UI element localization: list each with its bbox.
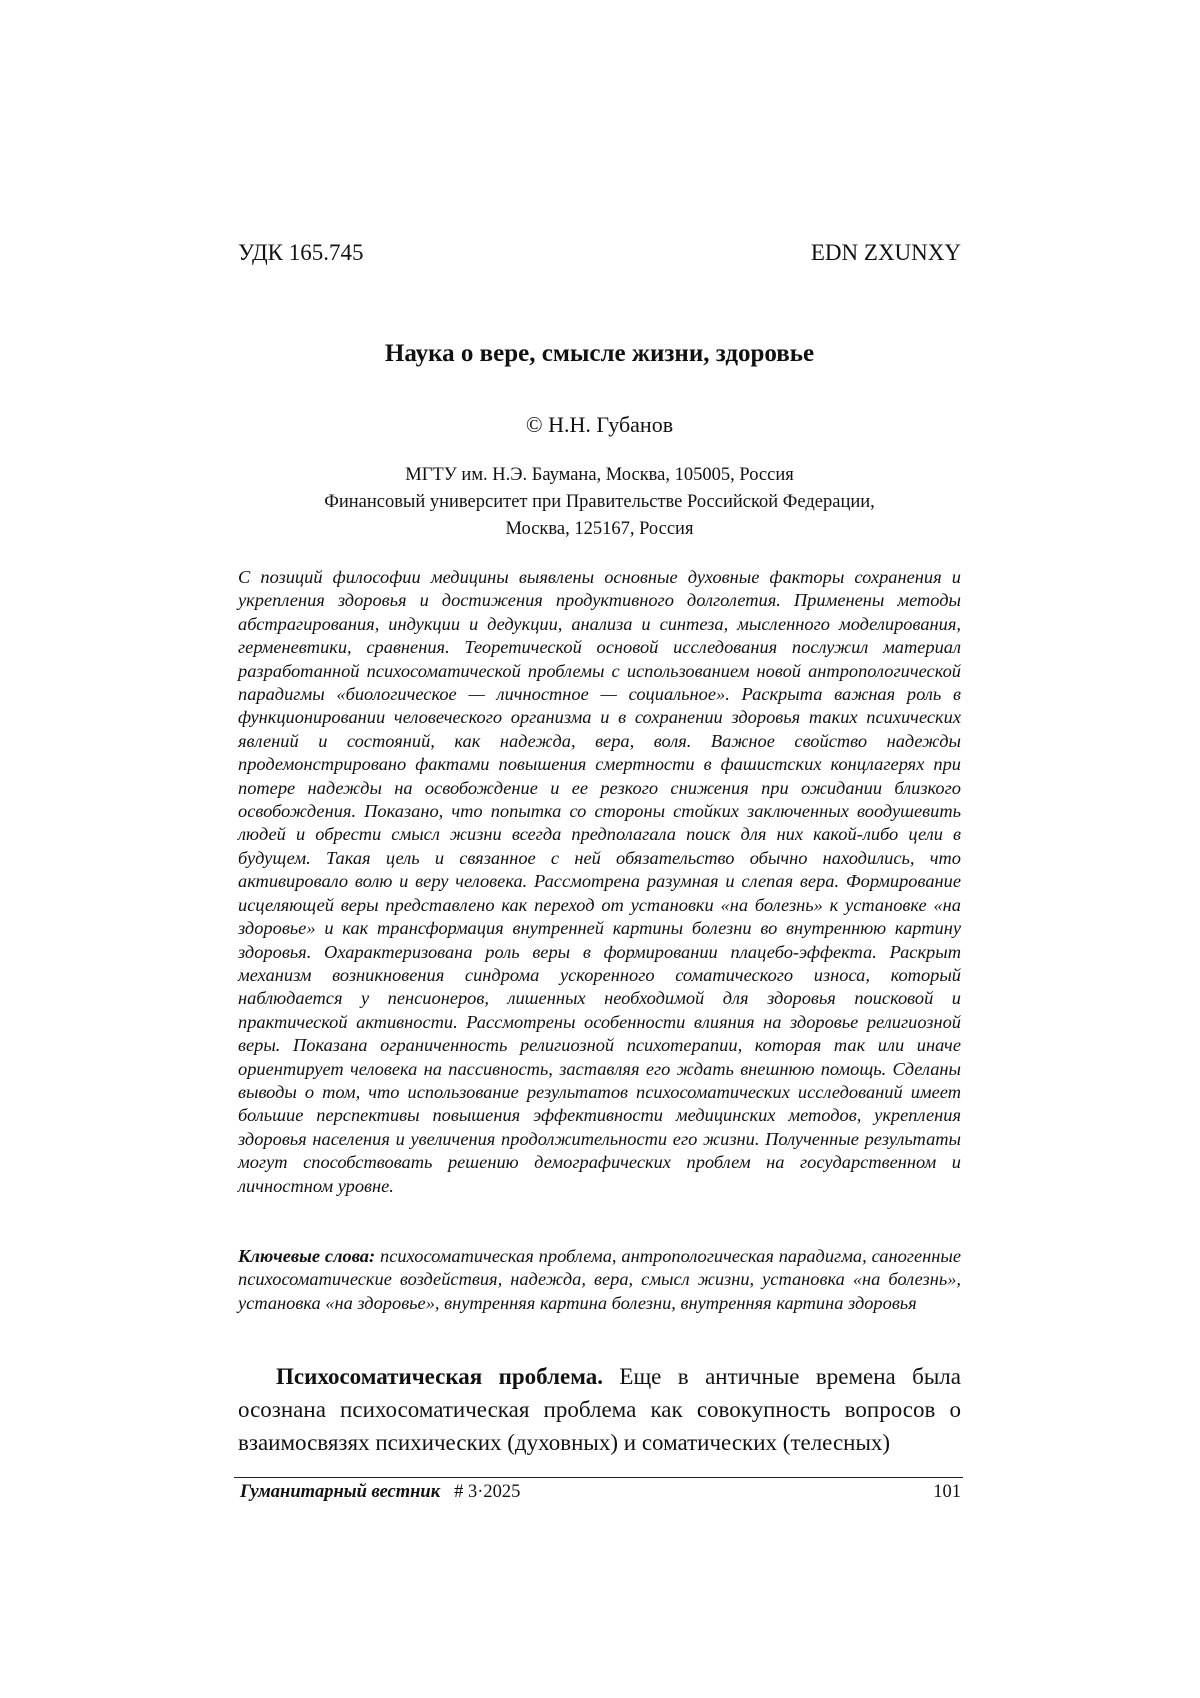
issue-number: # 3·2025	[454, 1482, 521, 1502]
keywords-text: психосоматическая проблема, антропологическая парадигма, саногенные психосоматические воздействия, надежда, вера, смысл жизни, установка «на болезнь», установка «на здоровье», внутренняя картина болезни, внутренняя картина здоровья	[238, 1246, 961, 1313]
affiliation-line-3: Москва, 125167, Россия	[505, 519, 694, 539]
keywords-label: Ключевые слова:	[238, 1246, 380, 1266]
article-author: © Н.Н. Губанов	[525, 412, 674, 437]
header-row	[238, 240, 961, 266]
page-number: 101	[933, 1482, 961, 1502]
affiliation-line-2: Финансовый университет при Правительстве Российской Федерации,	[324, 492, 875, 512]
journal-name: Гуманитарный вестник	[240, 1482, 441, 1502]
article-title: Наука о вере, смысле жизни, здоровье	[384, 340, 815, 367]
section-heading: Психосоматическая проблема.	[276, 1364, 620, 1389]
affiliation-line-1: МГТУ им. Н.Э. Баумана, Москва, 105005, Россия	[405, 465, 794, 485]
footer-rule	[234, 1477, 963, 1478]
edn-code: EDN ZXUNXY	[810, 240, 961, 265]
body-text: Еще в античные времена была осознана психосоматическая проблема как совокупность вопросов о взаимосвязях психических (духовных) и соматических (телесных)	[238, 1364, 961, 1455]
affiliations	[238, 462, 961, 543]
udk-code: УДК 165.745	[238, 240, 364, 265]
body-paragraph	[238, 1360, 961, 1459]
footer	[240, 1482, 961, 1503]
keywords-block	[238, 1245, 961, 1315]
footer-left	[240, 1482, 520, 1503]
abstract: С позиций философии медицины выявлены основные духовные факторы сохранения и укрепления здоровья и достижения продуктивного долголетия. Применены методы абстрагирования, индукции и дедукции, анализа и синтеза, мысленного моделирования, герменевтики, сравнения. Теоретической основой исследования послужил материал разработанной психосоматической проблемы с использованием новой антропологической парадигмы «биологическое — личностное — социальное». Раскрыта важная роль в функционировании человеческого организма и в сохранении здоровья таких психических явлений и состояний, как надежда, вера, воля. Важное свойство надежды продемонстрировано фактами повышения смертности в фашистских концлагерях при потере надежды на освобождение и ее резкого снижения при ожидании близкого освобождения. Показано, что попытка со стороны стойких заключенных воодушевить людей и обрести смысл жизни всегда предполагала поиск для них какой-либо цели в будущем. Такая цель и связанное с ней обязательство обычно находились, что активировало волю и веру человека. Рассмотрена разумная и слепая вера. Формирование исцеляющей веры представлено как переход от установки «на болезнь» к установке «на здоровье» и как трансформация внутренней картины болезни во внутреннюю картину здоровья. Охарактеризована роль веры в формировании плацебо-эффекта. Раскрыт механизм возникновения синдрома ускоренного соматического износа, который наблюдается у пенсионеров, лишенных необходимой для здоровья поисковой и практической активности. Рассмотрены особенности влияния на здоровье религиозной веры. Показана ограниченность религиозной психотерапии, которая так или иначе ориентирует человека на пассивность, заставляя его ждать внешнюю помощь. Сделаны выводы о том, что использование результатов психосоматических исследований имеет большие перспективы повышения эффективности медицинских методов, укрепления здоровья населения и увеличения продолжительности его жизни. Полученные результаты могут способствовать решению демографических проблем на государственном и личностном уровне.	[238, 567, 961, 1196]
